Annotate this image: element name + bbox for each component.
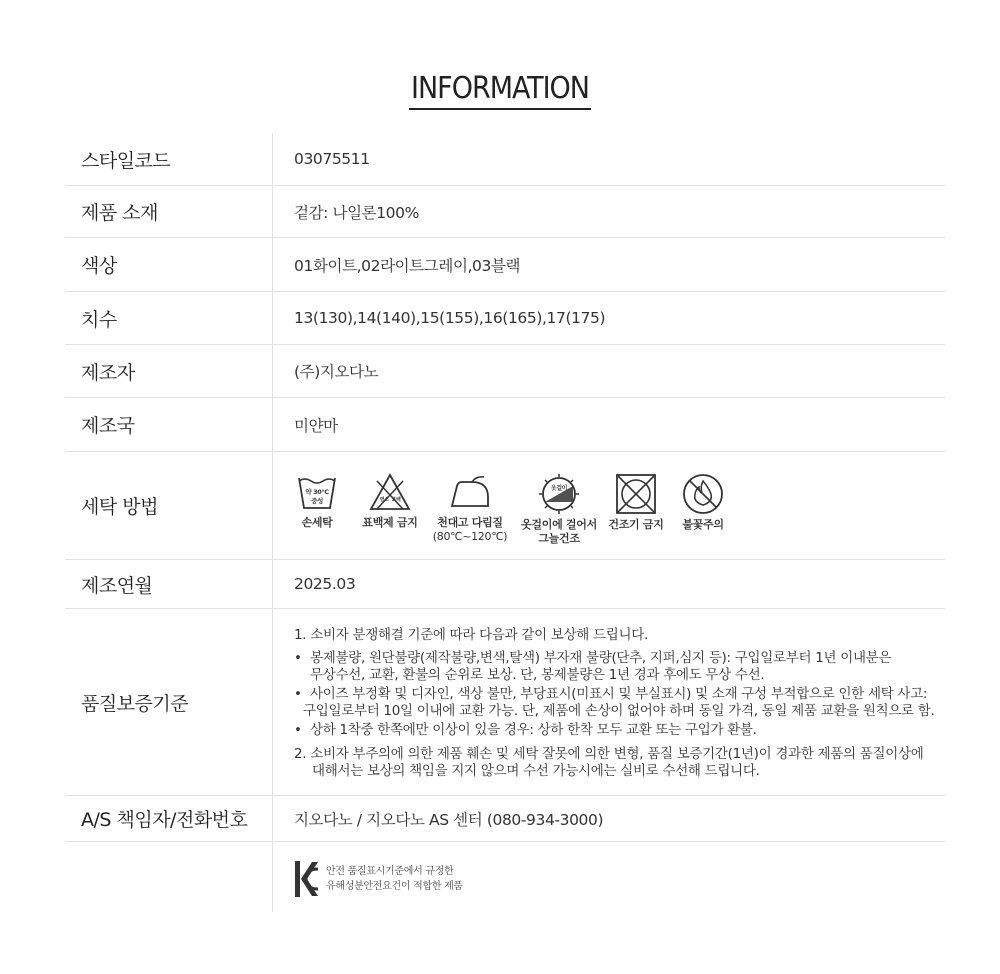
label-color: 색상 — [65, 238, 273, 291]
row-color — [65, 238, 945, 292]
caption-flame-caution: 불꽃주의 — [682, 518, 724, 531]
warranty-bullet-2a: 사이즈 부정확 및 디자인, 색상 불만, 부당표시(미표시 및 부실표시) 및 소재 구성 부적합으로 인한 세탁 사고: — [310, 686, 928, 702]
kc-text — [326, 864, 463, 894]
row-material — [65, 186, 945, 238]
bullet-dot: • — [294, 722, 302, 738]
caption-iron-temp: (80℃~120℃) — [432, 530, 508, 543]
label-warranty: 품질보증기준 — [65, 609, 273, 795]
bullet-dot: • — [294, 686, 302, 702]
no-bleach-chlorine: 염소 — [379, 497, 389, 503]
kc-line-2: 유해성분안전요건이 적합한 제품 — [326, 881, 463, 892]
row-country — [65, 398, 945, 452]
label-material: 제품 소재 — [65, 186, 273, 237]
warranty-line-2b: 대해서는 보상의 책임을 지지 않으며 수선 가능시에는 실비로 수선해 드립니다. — [312, 763, 760, 779]
kc-wrap — [294, 842, 463, 898]
warranty-bullet-1a: 봉제불량, 원단불량(제작불량,변색,탈색) 부자재 불량(단추, 지퍼,심지 등): 구입일로부터 1년 이내분은 — [310, 650, 892, 666]
label-kc-empty — [65, 842, 273, 912]
hang-dry-hanger: 옷걸이 — [550, 485, 568, 492]
bullet-dot: • — [294, 650, 302, 666]
label-date: 제조연월 — [65, 560, 273, 608]
label-manufacturer: 제조자 — [65, 345, 273, 397]
row-date — [65, 560, 945, 609]
warranty-bullet-3 — [294, 722, 945, 739]
row-warranty — [65, 609, 945, 796]
warranty-bullet-3-text: 상하 1착중 한쪽에만 이상이 있을 경우: 상하 한착 모두 교환 또는 구입가 환불. — [310, 722, 757, 738]
caption-hand-wash: 손세탁 — [301, 516, 333, 529]
care-item-no-tumble-dry — [606, 472, 666, 532]
kc-certification — [273, 842, 945, 912]
row-manufacturer — [65, 345, 945, 398]
hand-wash-icon — [295, 472, 339, 512]
hang-dry-shade-icon — [537, 472, 581, 514]
no-bleach-bleach: 표백 — [391, 497, 401, 503]
warranty-line-2a: 2. 소비자 부주의에 의한 제품 훼손 및 세탁 잘못에 의한 변형, 품질 보증기간(1년)이 경과한 제품의 품질이상에 — [294, 746, 924, 762]
value-material: 겉감: 나일론100% — [294, 203, 419, 222]
flame-caution-icon — [681, 472, 725, 514]
value-date: 2025.03 — [294, 575, 356, 593]
warranty-line-1: 1. 소비자 분쟁해결 기준에 따라 다음과 같이 보상해 드립니다. — [294, 627, 648, 643]
page-title: INFORMATION — [409, 72, 591, 110]
caption-no-tumble-dry: 건조기 금지 — [608, 518, 664, 531]
no-bleach-icon — [368, 472, 412, 512]
row-size — [65, 292, 945, 345]
kc-mark-icon — [294, 860, 320, 898]
warranty-bullet-1 — [294, 650, 945, 684]
caption-hang-dry-shade: 그늘건조 — [538, 532, 580, 545]
warranty-bullet-2 — [294, 686, 945, 720]
value-style-code: 03075511 — [294, 150, 370, 168]
no-tumble-dry-icon — [614, 472, 658, 514]
value-size: 13(130),14(140),15(155),16(165),17(175) — [294, 309, 606, 327]
kc-line-1: 안전 품질표시기준에서 규정한 — [326, 866, 454, 877]
row-style-code — [65, 133, 945, 186]
care-item-no-bleach — [360, 472, 420, 530]
value-country: 미얀마 — [294, 416, 338, 435]
washing-icons — [273, 452, 945, 559]
label-style-code: 스타일코드 — [65, 133, 273, 185]
label-washing: 세탁 방법 — [65, 452, 273, 559]
row-kc — [65, 842, 945, 912]
row-washing — [65, 452, 945, 560]
hand-wash-temp: 약 30°C — [305, 488, 329, 496]
care-item-iron — [432, 472, 508, 544]
label-as: A/S 책임자/전화번호 — [65, 796, 273, 841]
warranty-bullet-1b: 무상수선, 교환, 환불의 순위로 보상. 단, 봉제불량은 1년 경과 후에도 무상 수선. — [310, 667, 765, 683]
hand-wash-detergent: 중성 — [311, 497, 323, 505]
warranty-bullet-2b: 구입일로부터 10일 이내에 교환 가능. 단, 제품에 손상이 없어야 하며 동일 가격, 동일 제품 교환을 원칙으로 함. — [303, 703, 935, 719]
label-country: 제조국 — [65, 398, 273, 451]
care-item-hand-wash — [294, 472, 340, 530]
page-title-wrap — [0, 72, 1000, 110]
warranty-line-2 — [294, 746, 945, 780]
caption-hang-dry: 옷걸이에 걸어서 — [521, 518, 597, 531]
value-as: 지오다노 / 지오다노 AS 센터 (080-934-3000) — [294, 810, 604, 829]
value-color: 01화이트,02라이트그레이,03블랙 — [294, 256, 521, 275]
info-table — [65, 133, 945, 912]
warranty-text — [273, 609, 945, 795]
caption-no-bleach: 표백제 금지 — [362, 516, 418, 529]
care-item-hang-dry — [516, 472, 602, 546]
caption-iron: 천대고 다림질 — [437, 516, 503, 529]
iron-icon — [448, 472, 492, 512]
row-as — [65, 796, 945, 842]
care-item-flame-caution — [678, 472, 728, 532]
label-size: 치수 — [65, 292, 273, 344]
value-manufacturer: (주)지오다노 — [294, 363, 379, 381]
